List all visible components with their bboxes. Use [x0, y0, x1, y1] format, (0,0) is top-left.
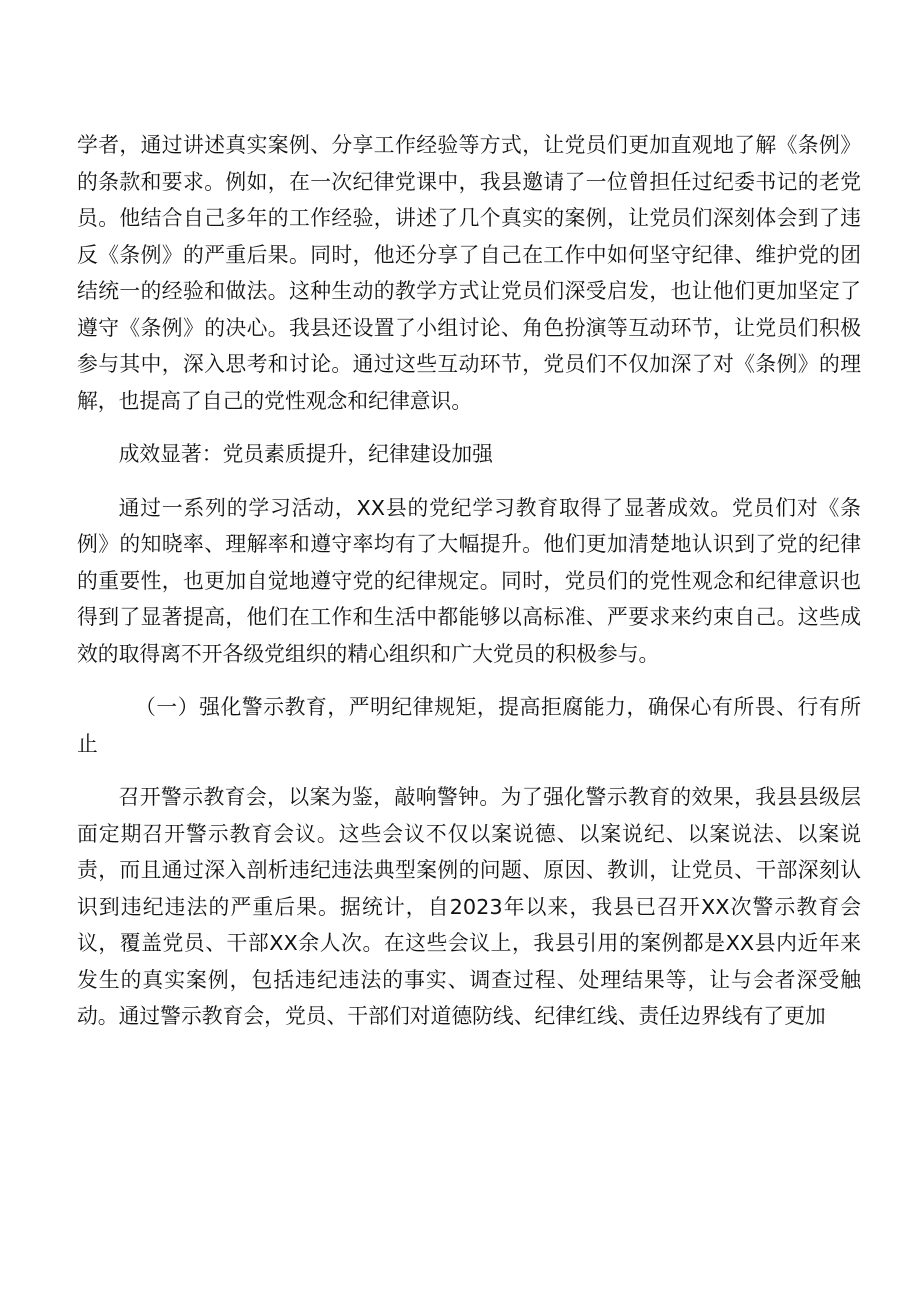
paragraph-warning-meetings: 召开警示教育会，以案为鉴，敲响警钟。为了强化警示教育的效果，我县县级层面定期召开警示教育会议。这些会议不仅以案说德、以案说纪、以案说法、以案说责，而且通过深入剖析违纪违法典型案例的问题、原因、教训，让党员、干部深刻认识到违纪违法的严重后果。据统计，自2023年以来，我县已召开XX次警示教育会议，覆盖党员、干部XX余人次。在这些会议上，我县引用的案例都是XX县内近年来发生的真实案例，包括违纪违法的事实、调查过程、处理结果等，让与会者深受触动。通过警示教育会，党员、干部们对道德防线、纪律红线、责任边界线有了更加	[77, 785, 861, 1028]
document-body	[77, 127, 861, 1035]
paragraph-results: 通过一系列的学习活动，XX县的党纪学习教育取得了显著成效。党员们对《条例》的知晓率、理解率和遵守率均有了大幅提升。他们更加清楚地认识到了党的纪律的重要性，也更加自觉地遵守党的纪律规定。同时，党员们的党性观念和纪律意识也得到了显著提高，他们在工作和生活中都能够以高标准、严要求来约束自己。这些成效的取得离不开各级党组织的精心组织和广大党员的积极参与。	[77, 495, 861, 666]
section-subheading: 成效显著：党员素质提升，纪律建设加强	[118, 442, 493, 466]
paragraph-continuation: 学者，通过讲述真实案例、分享工作经验等方式，让党员们更加直观地了解《条例》的条款和要求。例如，在一次纪律党课中，我县邀请了一位曾担任过纪委书记的老党员。他结合自己多年的工作经验，讲述了几个真实的案例，让党员们深刻体会到了违反《条例》的严重后果。同时，他还分享了自己在工作中如何坚守纪律、维护党的团结统一的经验和做法。这种生动的教学方式让党员们深受启发，也让他们更加坚定了遵守《条例》的决心。我县还设置了小组讨论、角色扮演等互动环节，让党员们积极参与其中，深入思考和讨论。通过这些互动环节，党员们不仅加深了对《条例》的理解，也提高了自己的党性观念和纪律意识。	[77, 133, 861, 413]
section-heading-1: （一）强化警示教育，严明纪律规矩，提高拒腐能力，确保心有所畏、行有所止	[77, 695, 861, 756]
